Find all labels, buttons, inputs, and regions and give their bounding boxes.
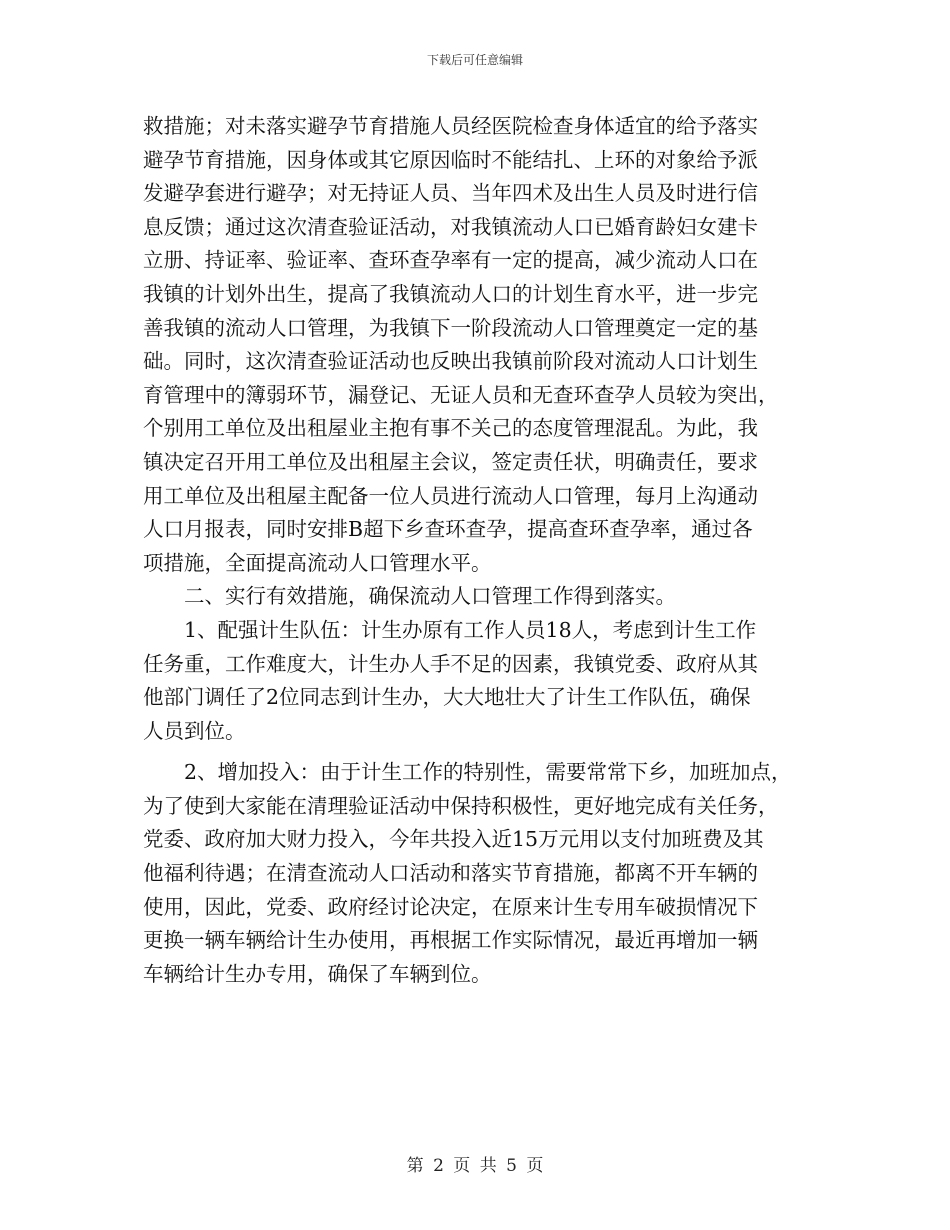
- text-line: 镇决定召开用工单位及出租屋主会议，签定责任状，明确责任，要求: [143, 449, 758, 474]
- text-line: 1、配强计生队伍：计生办原有工作人员18人，考虑到计生工作: [184, 617, 757, 642]
- text-line: 项措施，全面提高流动人口管理水平。: [143, 550, 492, 575]
- text-line: 党委、政府加大财力投入，今年共投入近15万元用以支付加班费及其: [143, 827, 764, 852]
- text-line: 础。同时，这次清查验证活动也反映出我镇前阶段对流动人口计划生: [143, 349, 758, 374]
- text-line: 善我镇的流动人口管理，为我镇下一阶段流动人口管理奠定一定的基: [143, 315, 758, 340]
- text-line: 避孕节育措施，因身体或其它原因临时不能结扎、上环的对象给予派: [143, 147, 758, 172]
- text-line: 个别用工单位及出租屋业主抱有事不关己的态度管理混乱。为此，我: [143, 416, 758, 441]
- text-line: 车辆给计生办专用，确保了车辆到位。: [143, 961, 492, 986]
- text-line: 发避孕套进行避孕；对无持证人员、当年四术及出生人员及时进行信: [143, 181, 758, 206]
- page-header: 下载后可任意编辑: [426, 53, 523, 67]
- text-line: 2、增加投入：由于计生工作的特别性，需要常常下乡，加班加点，: [184, 760, 792, 785]
- text-line: 为了使到大家能在清理验证活动中保持积极性，更好地完成有关任务，: [143, 793, 779, 818]
- section-heading: 二、实行有效措施，确保流动人口管理工作得到落实。: [184, 584, 676, 609]
- text-line: 立册、持证率、验证率、查环查孕率有一定的提高，减少流动人口在: [143, 248, 758, 273]
- text-line: 救措施；对未落实避孕节育措施人员经医院检查身体适宜的给予落实: [143, 114, 758, 138]
- page-footer: 第 2 页 共 5 页: [406, 1156, 544, 1176]
- text-line: 人口月报表，同时安排B超下乡查环查孕，提高查环查孕率，通过各: [143, 517, 753, 542]
- text-line: 用工单位及出租屋主配备一位人员进行流动人口管理，每月上沟通动: [143, 483, 758, 508]
- text-line: 任务重，工作难度大，计生办人手不足的因素，我镇党委、政府从其: [143, 651, 758, 676]
- paragraph-gap: [143, 748, 823, 756]
- text-line: 使用，因此，党委、政府经讨论决定，在原来计生专用车破损情况下: [143, 894, 758, 919]
- text-line: 更换一辆车辆给计生办使用，再根据工作实际情况，最近再增加一辆: [143, 928, 758, 953]
- text-line: 育管理中的簿弱环节，漏登记、无证人员和无查环查孕人员较为突出，: [143, 382, 779, 407]
- text-line: 他部门调任了2位同志到计生办，大大地壮大了计生工作队伍，确保: [143, 685, 751, 710]
- text-line: 人员到位。: [143, 718, 246, 743]
- text-line: 我镇的计划外出生，提高了我镇流动人口的计划生育水平，进一步完: [143, 281, 758, 306]
- text-line: 息反馈；通过这次清查验证活动，对我镇流动人口已婚育龄妇女建卡: [143, 214, 758, 239]
- text-line: 他福利待遇；在清查流动人口活动和落实节育措施，都离不开车辆的: [143, 861, 758, 886]
- document-body: [143, 110, 823, 991]
